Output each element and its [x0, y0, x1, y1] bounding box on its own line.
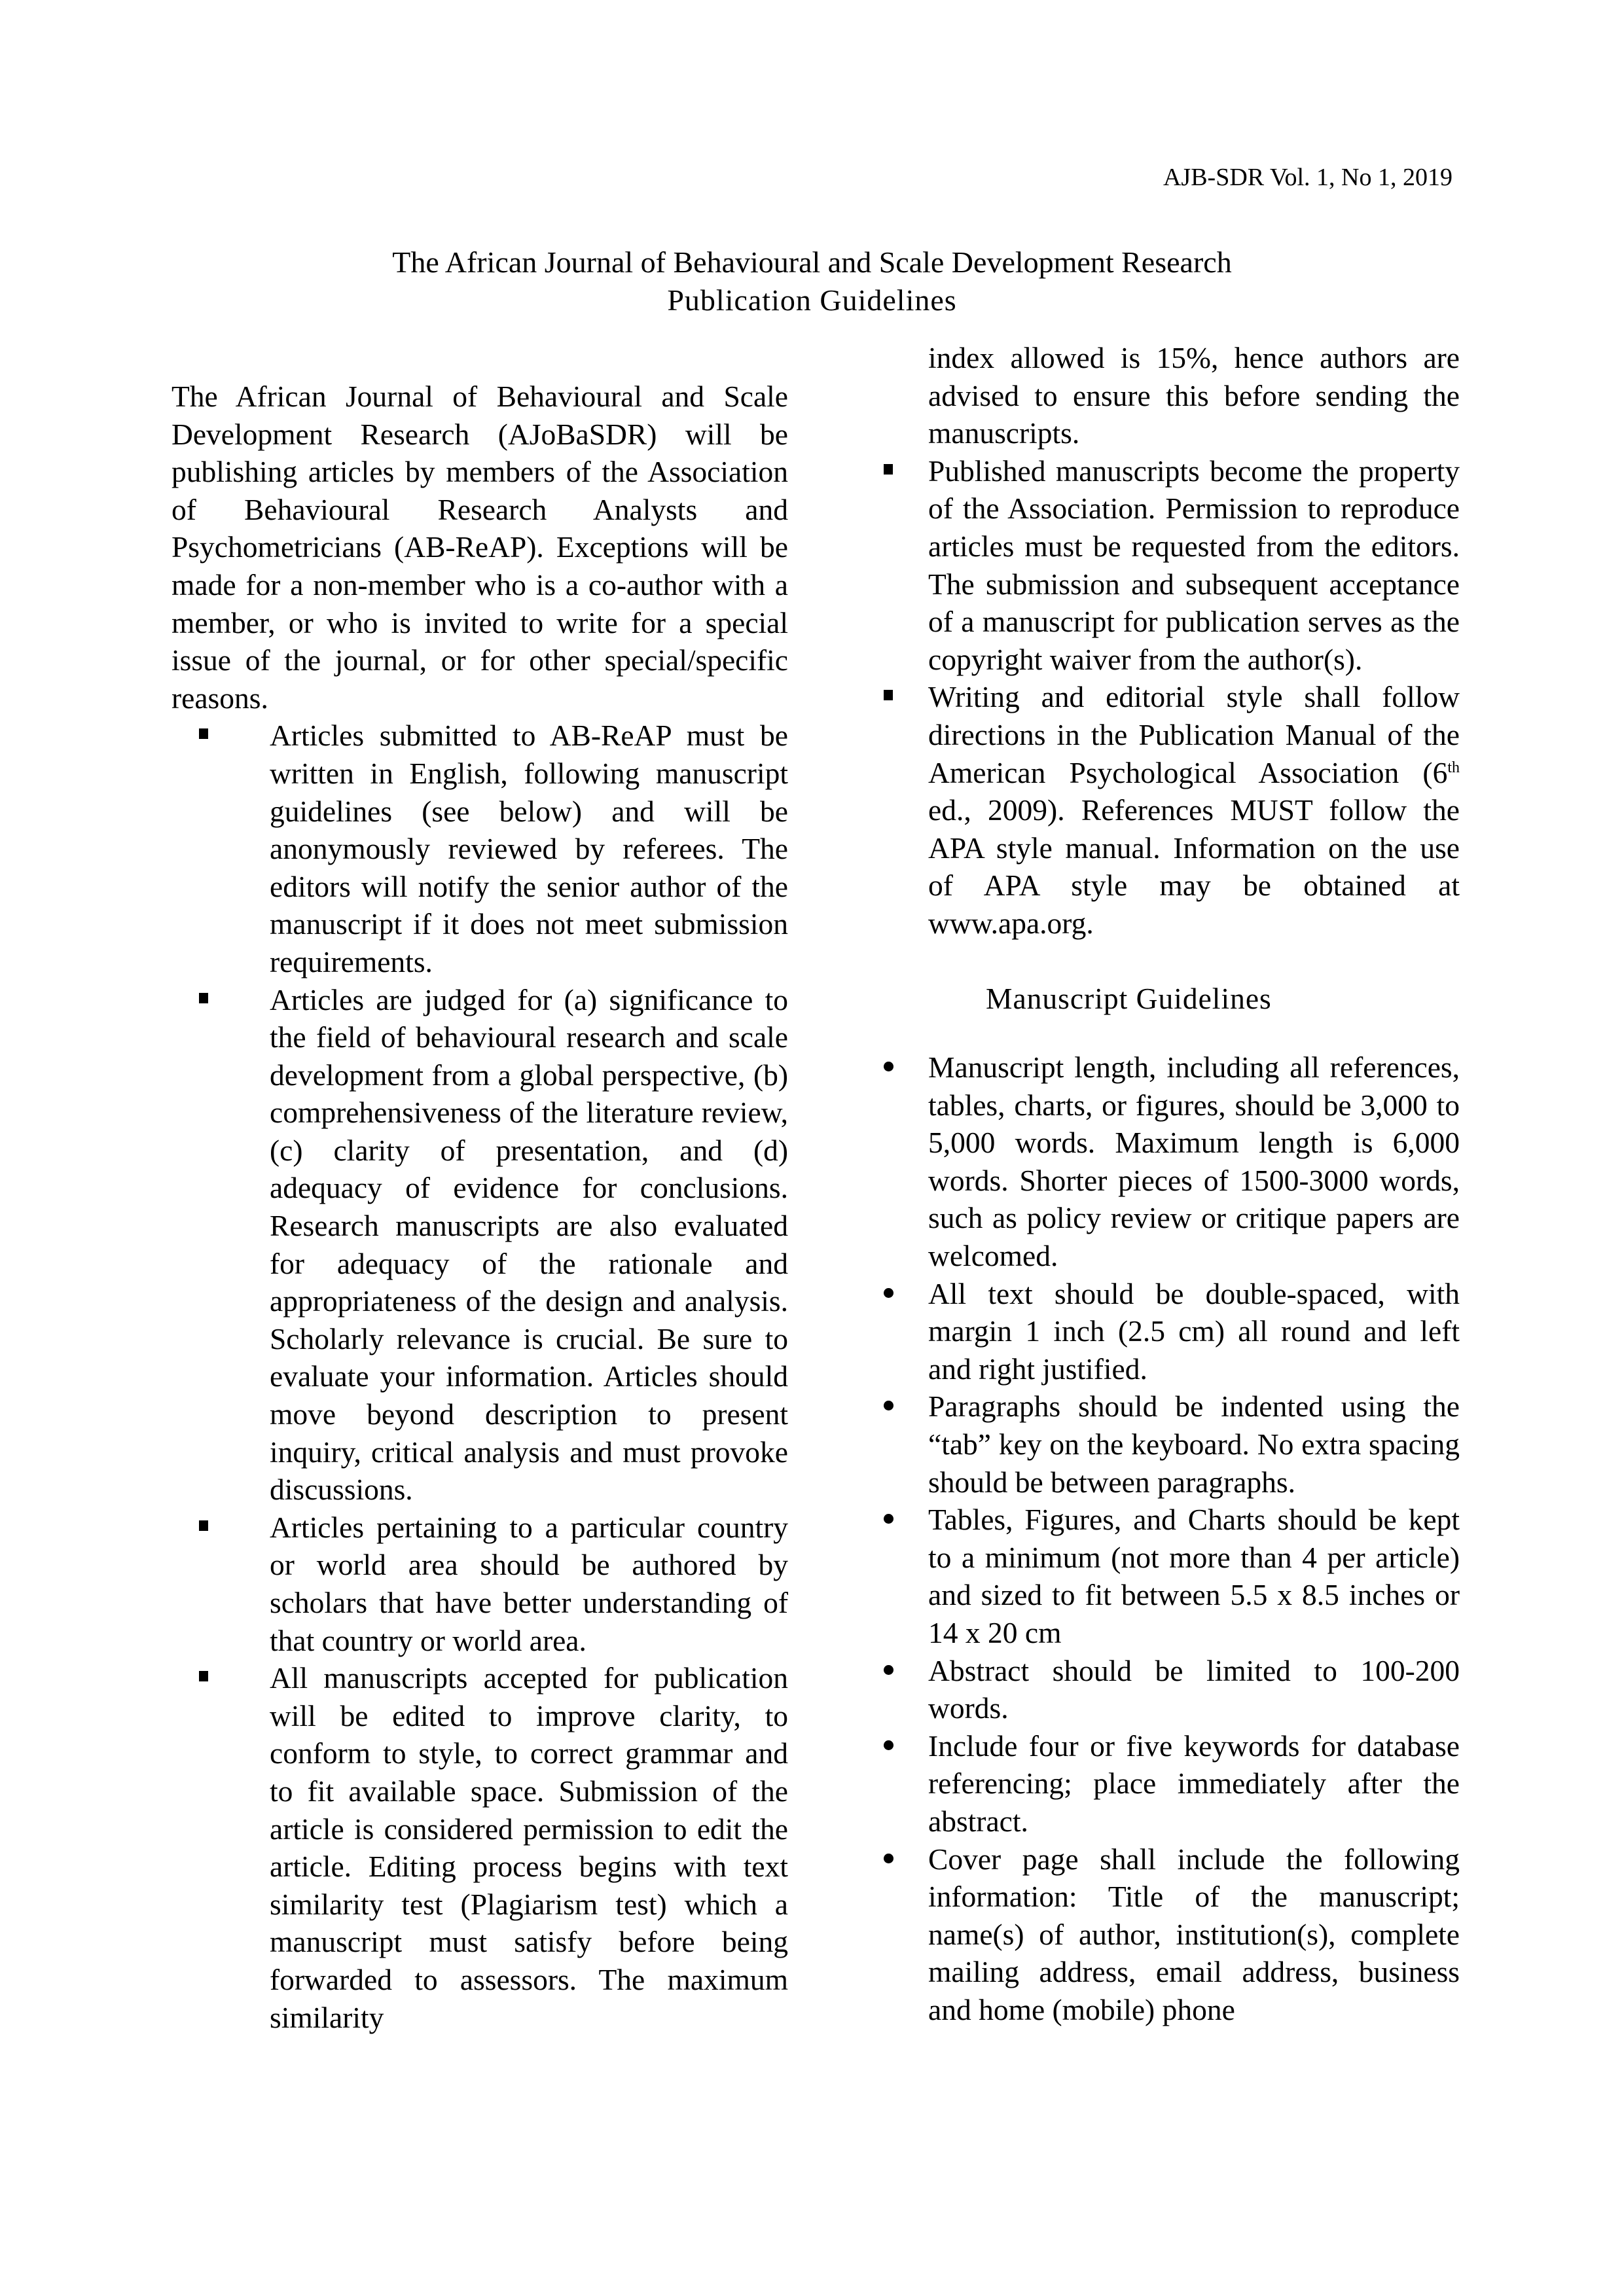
left-column — [171, 378, 788, 2036]
square-bullet-icon — [199, 1671, 208, 1681]
square-bullet-icon — [199, 728, 208, 739]
right-column — [928, 339, 1460, 2029]
continued-paragraph: index allowed is 15%, hence authors are advised to ensure this before sending the manuscripts. — [928, 341, 1460, 450]
list-item: Published manuscripts become the property of the Association. Permission to reproduce articles must be requested from the editors. The submission and subsequent acceptance of a manuscript for publication serves as the copyright waiver from the author(s). — [928, 452, 1460, 679]
list-item: All text should be double-spaced, with margin 1 inch (2.5 cm) all round and left and right justified. — [928, 1275, 1460, 1388]
list-item: Paragraphs should be indented using the “tab” key on the keyboard. No extra spacing should be between paragraphs. — [928, 1388, 1460, 1501]
journal-title: The African Journal of Behavioural and Scale Development Research — [392, 245, 1232, 279]
list-item: Articles are judged for (a) significance to the field of behavioural research and scale development from a global perspective, (b) comprehensiveness of the literature review, (c) clarity of presentation, and (d) adequacy of evidence for conclusions. Research manuscripts are also evaluated for adequacy of the rationale and appropriateness of the design and analysis. Scholarly relevance is crucial. Be sure to evaluate your information. Articles should move beyond description to present inquiry, critical analysis and must provoke discussions. — [270, 981, 788, 1509]
list-item: Manuscript length, including all references, tables, charts, or figures, should be 3,000 to 5,000 words. Maximum length is 6,000 words. Shorter pieces of 1500-3000 words, such as policy review or critique papers are welcomed. — [928, 1049, 1460, 1275]
list-item: Tables, Figures, and Charts should be kept to a minimum (not more than 4 per article) and sized to fit between 5.5 x 8.5 inches or 14 x 20 cm — [928, 1501, 1460, 1651]
round-bullet-icon — [884, 1401, 893, 1410]
page-title — [0, 243, 1624, 319]
running-head: AJB-SDR Vol. 1, No 1, 2019 — [1163, 164, 1453, 191]
policy-list-continued — [928, 452, 1460, 942]
square-bullet-icon — [884, 690, 893, 700]
square-bullet-icon — [884, 464, 893, 475]
square-bullet-icon — [199, 1520, 208, 1531]
list-item: Articles pertaining to a particular country or world area should be authored by scholars that have better understanding of that country or world area. — [270, 1509, 788, 1659]
list-item: Abstract should be limited to 100-200 words. — [928, 1652, 1460, 1727]
list-item: Cover page shall include the following information: Title of the manuscript; name(s) of author, institution(s), complete mailing address, email address, business and home (mobile) phone — [928, 1840, 1460, 2029]
document-subtitle: Publication Guidelines — [667, 283, 957, 317]
list-item: Include four or five keywords for database referencing; place immediately after the abstract. — [928, 1727, 1460, 1840]
list-item: Writing and editorial style shall follow directions in the Publication Manual of the American Psychological Association (6th ed., 2009). References MUST follow the APA style manual. Information on the use of APA style may be obtained at www.apa.org. — [928, 678, 1460, 942]
list-item: All manuscripts accepted for publication will be edited to improve clarity, to conform to style, to correct grammar and to fit available space. Submission of the article is considered permission to edit the article. Editing process begins with text similarity test (Plagiarism test) which a manuscript must satisfy before being forwarded to assessors. The maximum similarity — [270, 1659, 788, 2036]
round-bullet-icon — [884, 1514, 893, 1524]
round-bullet-icon — [884, 1854, 893, 1863]
manuscript-guidelines-list — [928, 1049, 1460, 2028]
policy-list — [270, 717, 788, 2036]
round-bullet-icon — [884, 1665, 893, 1675]
section-heading: Manuscript Guidelines — [986, 981, 1272, 1015]
intro-paragraph: The African Journal of Behavioural and Scale Development Research (AJoBaSDR) will be publishing articles by members of the Association of Behavioural Research Analysts and Psychometricians (AB-ReAP). Exceptions will be made for a non-member who is a co-author with a member, or who is invited to write for a special issue of the journal, or for other special/specific reasons. — [171, 380, 788, 715]
round-bullet-icon — [884, 1062, 893, 1071]
list-item: Articles submitted to AB-ReAP must be written in English, following manuscript guidelines (see below) and will be anonymously reviewed by referees. The editors will notify the senior author of the manuscript if it does not meet submission requirements. — [270, 717, 788, 980]
round-bullet-icon — [884, 1740, 893, 1750]
square-bullet-icon — [199, 993, 208, 1003]
round-bullet-icon — [884, 1288, 893, 1298]
